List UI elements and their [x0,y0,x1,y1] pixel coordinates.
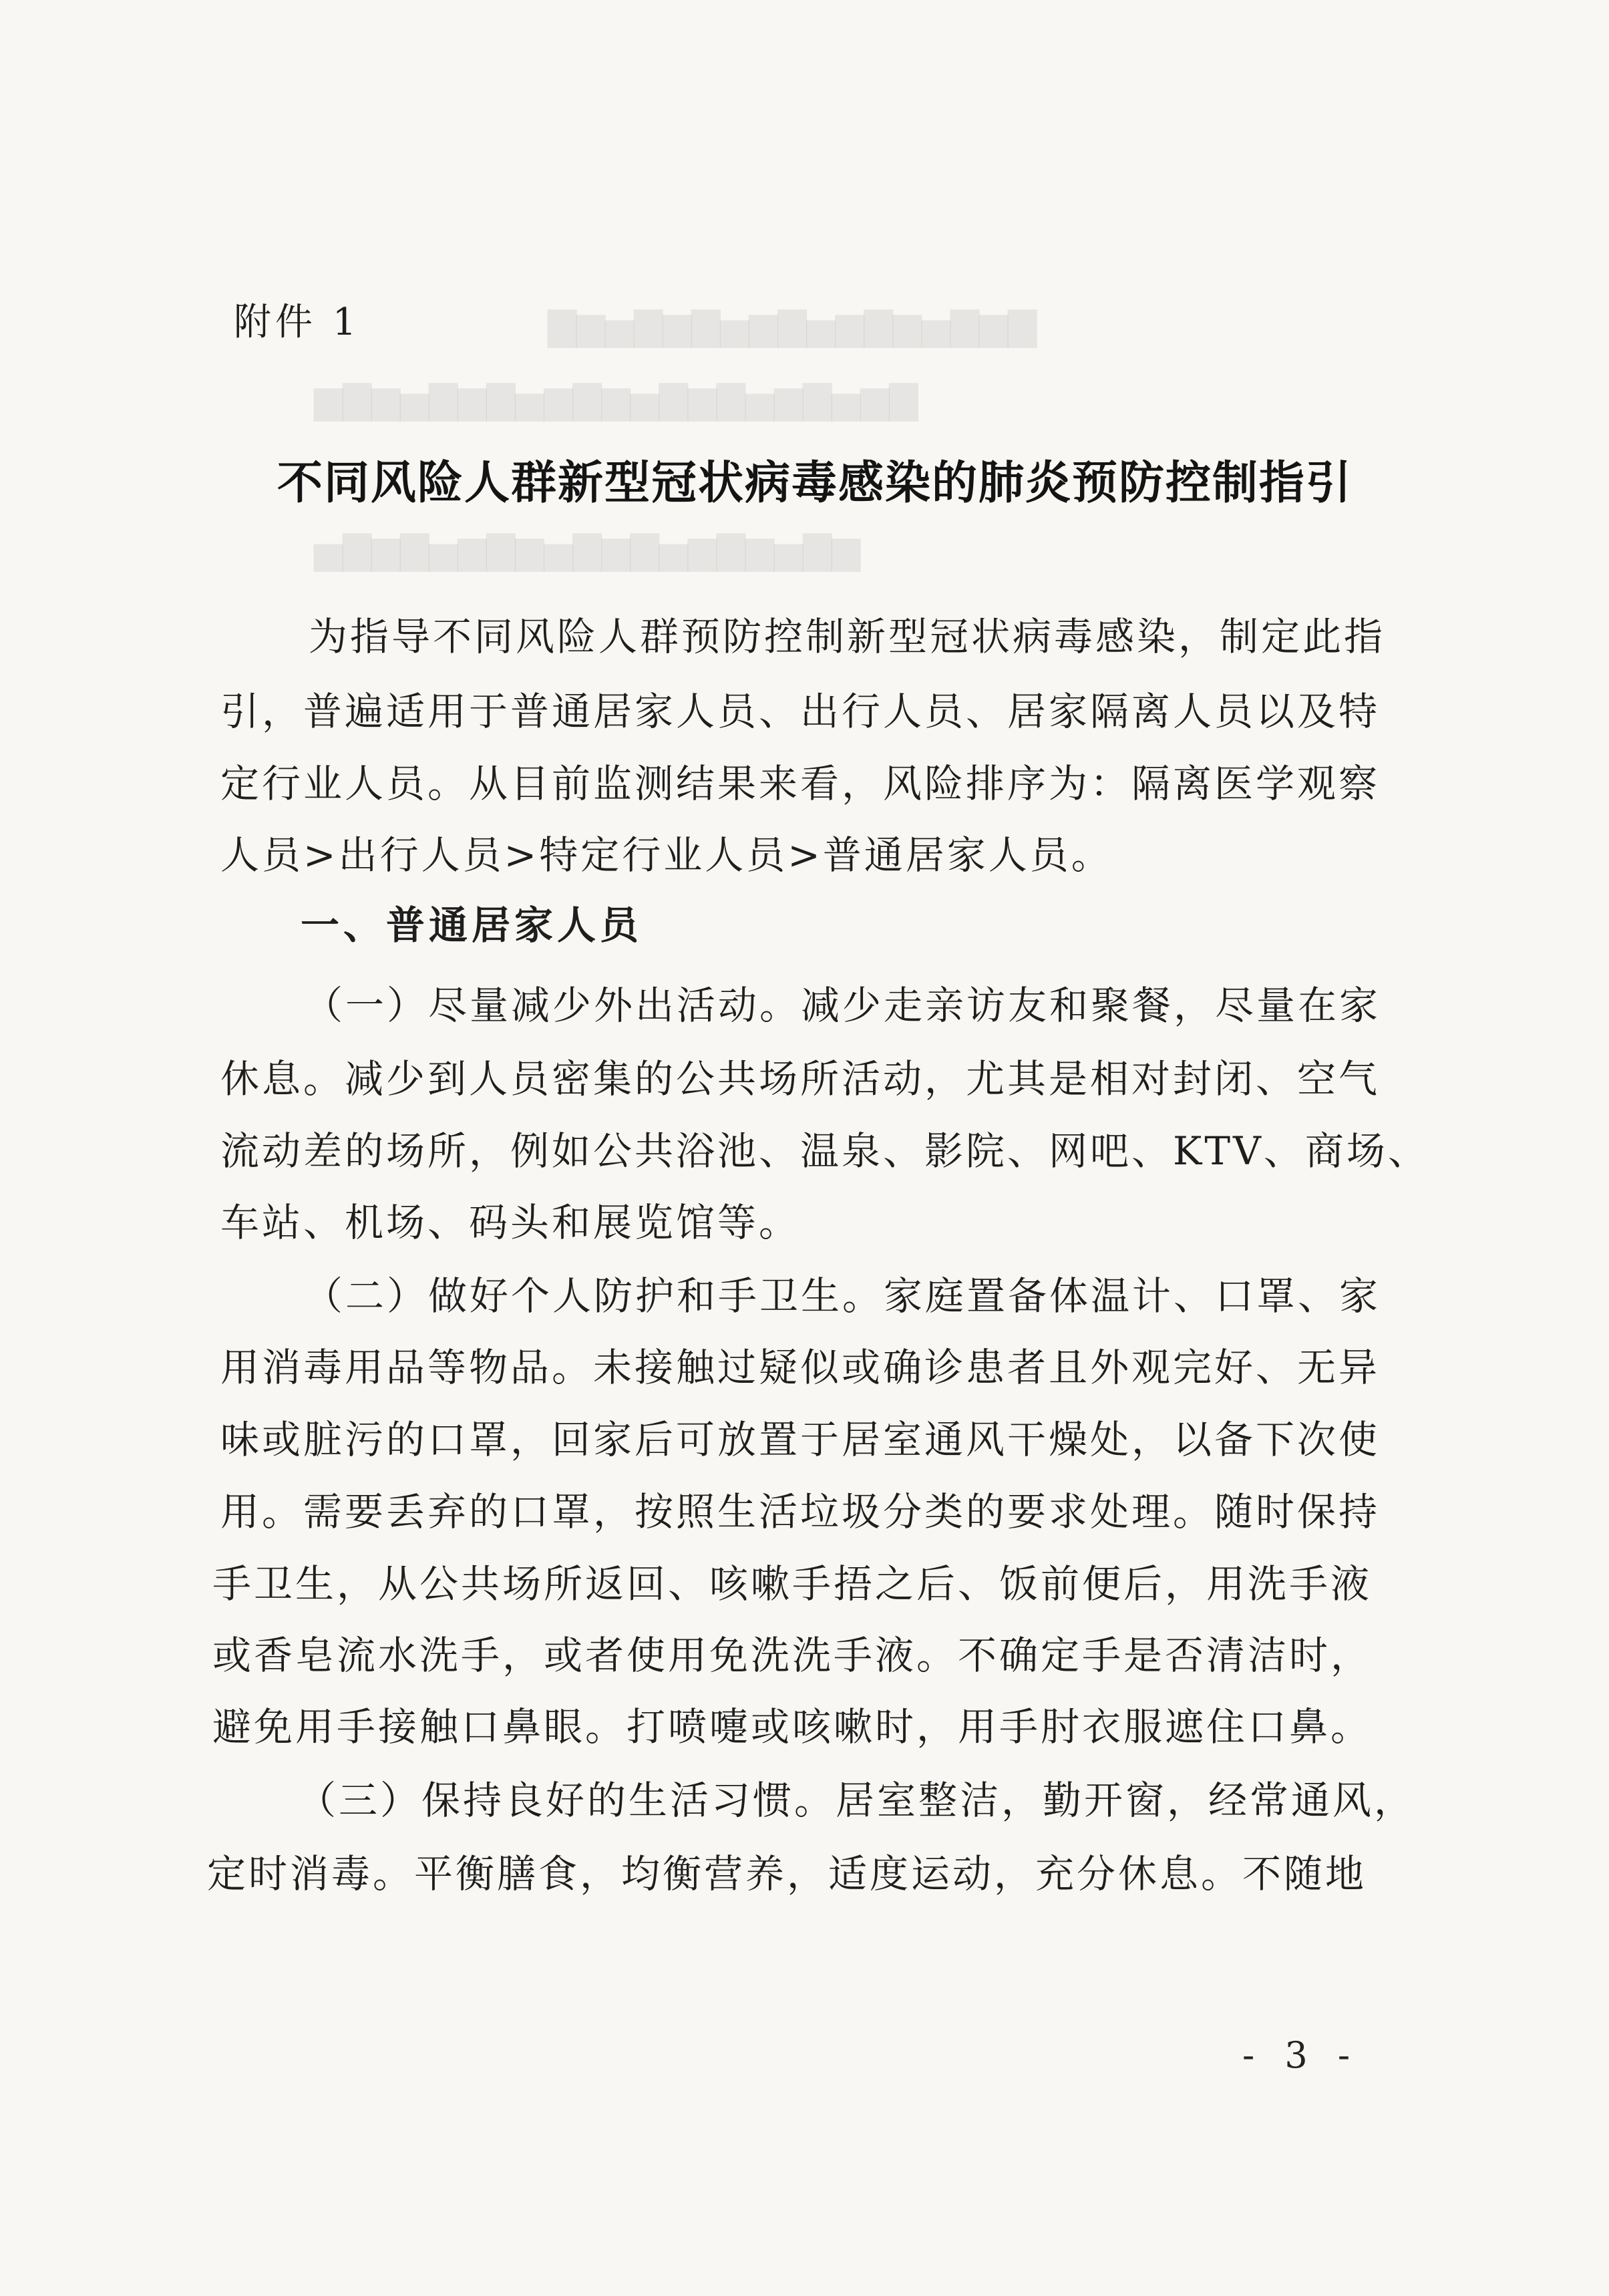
paragraph-line: 为指导不同风险人群预防控制新型冠状病毒感染，制定此指 [309,614,1386,659]
paragraph-line: 或香皂流水洗手，或者使用免洗洗手液。不确定手是否清洁时， [212,1633,1373,1678]
paragraph-line: 用。需要丢弃的口罩，按照生活垃圾分类的要求处理。随时保持 [220,1489,1381,1534]
document-title: 不同风险人群新型冠状病毒感染的肺炎预防控制指引 [277,456,1353,510]
section-heading: 一、普通居家人员 [301,903,643,948]
paragraph-line: （三）保持良好的生活习惯。居室整洁，勤开窗，经常通风， [297,1778,1416,1823]
paragraph-line: 定行业人员。从目前监测结果来看，风险排序为：隔离医学观察 [220,761,1381,806]
paragraph-line: （一）尽量减少外出活动。减少走亲访友和聚餐，尽量在家 [304,983,1381,1028]
paragraph-line: 味或脏污的口罩，回家后可放置于居室通风干燥处，以备下次使 [220,1417,1381,1462]
paragraph-line: 车站、机场、码头和展览馆等。 [220,1200,801,1245]
paragraph-line: （二）做好个人防护和手卫生。家庭置备体温计、口罩、家 [304,1273,1381,1319]
paragraph-line: 流动差的场所，例如公共浴池、温泉、影院、网吧、KTV、商场、 [220,1128,1429,1174]
bleed-through-mark: ▇▆▅▇▆▅▇▆▇▅▆▇▆▅▇▆▇▅▆▇▆ [314,377,918,422]
paragraph-line: 手卫生，从公共场所返回、咳嗽手捂之后、饭前便后，用洗手液 [212,1561,1373,1607]
paragraph-line: 引，普遍适用于普通居家人员、出行人员、居家隔离人员以及特 [220,689,1381,734]
paragraph-line: 用消毒用品等物品。未接触过疑似或确诊患者且外观完好、无异 [220,1345,1381,1390]
paragraph-line: 定时消毒。平衡膳食，均衡营养，适度运动，充分休息。不随地 [207,1851,1367,1897]
bleed-through-mark: ▇▆▇▅▆▇▆▅▇▆▅▇▆▇▅▆▇ [548,304,1037,348]
paragraph-line: 避免用手接触口鼻眼。打喷嚏或咳嗽时，用手肘衣服遮住口鼻。 [212,1704,1373,1750]
paragraph-line: 人员>出行人员>特定行业人员>普通居家人员。 [220,832,1113,878]
attachment-label: 附件 1 [234,301,361,344]
paragraph-line: 休息。减少到人员密集的公共场所活动，尤其是相对封闭、空气 [220,1056,1381,1102]
page-number: - 3 - [1242,2034,1360,2076]
bleed-through-mark: ▆▇▅▆▇▆▅▇▆▇▅▆▇▆▅▇▆▇▅ [314,528,861,572]
